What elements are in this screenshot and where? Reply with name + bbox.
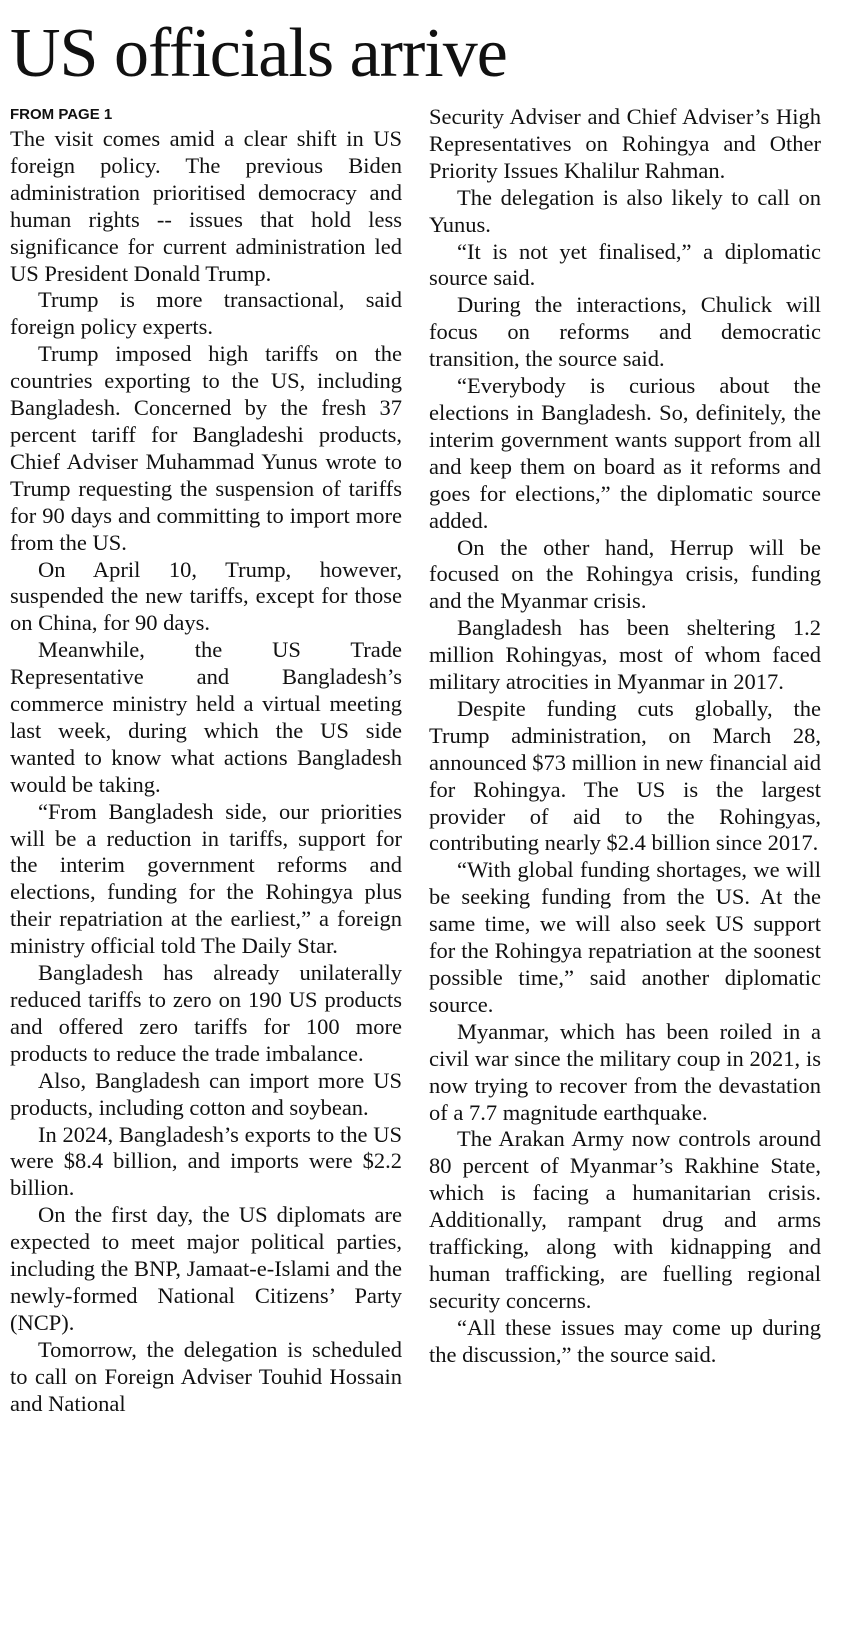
paragraph: “With global funding shortages, we will be seeking funding from the US. At the same time, we will also seek US support for the Rohingya repatriation at the soonest possible time,” said another diplomatic source. [429, 857, 821, 1017]
paragraph: Trump imposed high tariffs on the countries exporting to the US, including Bangladesh. Concerned by the fresh 37 percent tariff for Bangladeshi products, Chief Adviser Muhammad Yunus wrote to Trump requesting the suspension of tariffs for 90 days and committing to import more from the US. [10, 341, 402, 555]
paragraph: The delegation is also likely to call on Yunus. [429, 184, 821, 237]
right-column [429, 104, 821, 1369]
paragraph: Also, Bangladesh can import more US products, including cotton and soybean. [10, 1067, 402, 1120]
paragraph: Security Adviser and Chief Adviser’s High Representatives on Rohingya and Other Priority Issues Khalilur Rahman. [429, 104, 821, 183]
paragraph: Trump is more transactional, said foreign policy experts. [10, 287, 402, 340]
paragraph: Myanmar, which has been roiled in a civil war since the military coup in 2021, is now trying to recover from the devastation of a 7.7 magnitude earthquake. [429, 1018, 821, 1125]
left-column [10, 104, 402, 1418]
paragraph: In 2024, Bangladesh’s exports to the US were $8.4 billion, and imports were $2.2 billion. [10, 1121, 402, 1201]
paragraph: “It is not yet finalised,” a diplomatic source said. [429, 238, 821, 291]
paragraph: Bangladesh has been sheltering 1.2 million Rohingyas, most of whom faced military atrocities in Myanmar in 2017. [429, 615, 821, 695]
paragraph: The Arakan Army now controls around 80 percent of Myanmar’s Rakhine State, which is facing a humanitarian crisis. Additionally, rampant drug and arms trafficking, along with kidnapping and human trafficking, are fuelling regional security concerns. [429, 1126, 821, 1313]
paragraph: Bangladesh has already unilaterally reduced tariffs to zero on 190 US products and offered zero tariffs for 100 more products to reduce the trade imbalance. [10, 960, 402, 1066]
paragraph: “From Bangladesh side, our priorities will be a reduction in tariffs, support for the interim government reforms and elections, funding for the Rohingya plus their repatriation at the earliest,” a foreign ministry official told The Daily Star. [10, 798, 402, 959]
paragraph: On the first day, the US diplomats are expected to meet major political parties, including the BNP, Jamaat-e-Islami and the newly-formed National Citizens’ Party (NCP). [10, 1202, 402, 1335]
paragraph: During the interactions, Chulick will focus on reforms and democratic transition, the source said. [429, 292, 821, 372]
paragraph: “Everybody is curious about the elections in Bangladesh. So, definitely, the interim government wants support from all and keep them on board as it reforms and goes for elections,” the diplomatic source added. [429, 373, 821, 533]
kicker: FROM PAGE 1 [10, 106, 113, 123]
headline: US officials arrive [10, 15, 507, 92]
paragraph: Meanwhile, the US Trade Representative and Bangladesh’s commerce ministry held a virtual meeting last week, during which the US side wanted to know what actions Bangladesh would be taking. [10, 637, 402, 797]
paragraph: Despite funding cuts globally, the Trump administration, on March 28, announced $73 million in new financial aid for Rohingya. The US is the largest provider of aid to the Rohingyas, contributing nearly $2.4 billion since 2017. [429, 695, 821, 856]
paragraph: “All these issues may come up during the discussion,” the source said. [429, 1314, 821, 1367]
paragraph: On the other hand, Herrup will be focused on the Rohingya crisis, funding and the Myanmar crisis. [429, 534, 821, 614]
paragraph: Tomorrow, the delegation is scheduled to call on Foreign Adviser Touhid Hossain and National [10, 1336, 402, 1416]
paragraph: The visit comes amid a clear shift in US foreign policy. The previous Biden administration prioritised democracy and human rights -- issues that hold less significance for current administration led US President Donald Trump. [10, 126, 402, 286]
paragraph: On April 10, Trump, however, suspended the new tariffs, except for those on China, for 90 days. [10, 556, 402, 636]
